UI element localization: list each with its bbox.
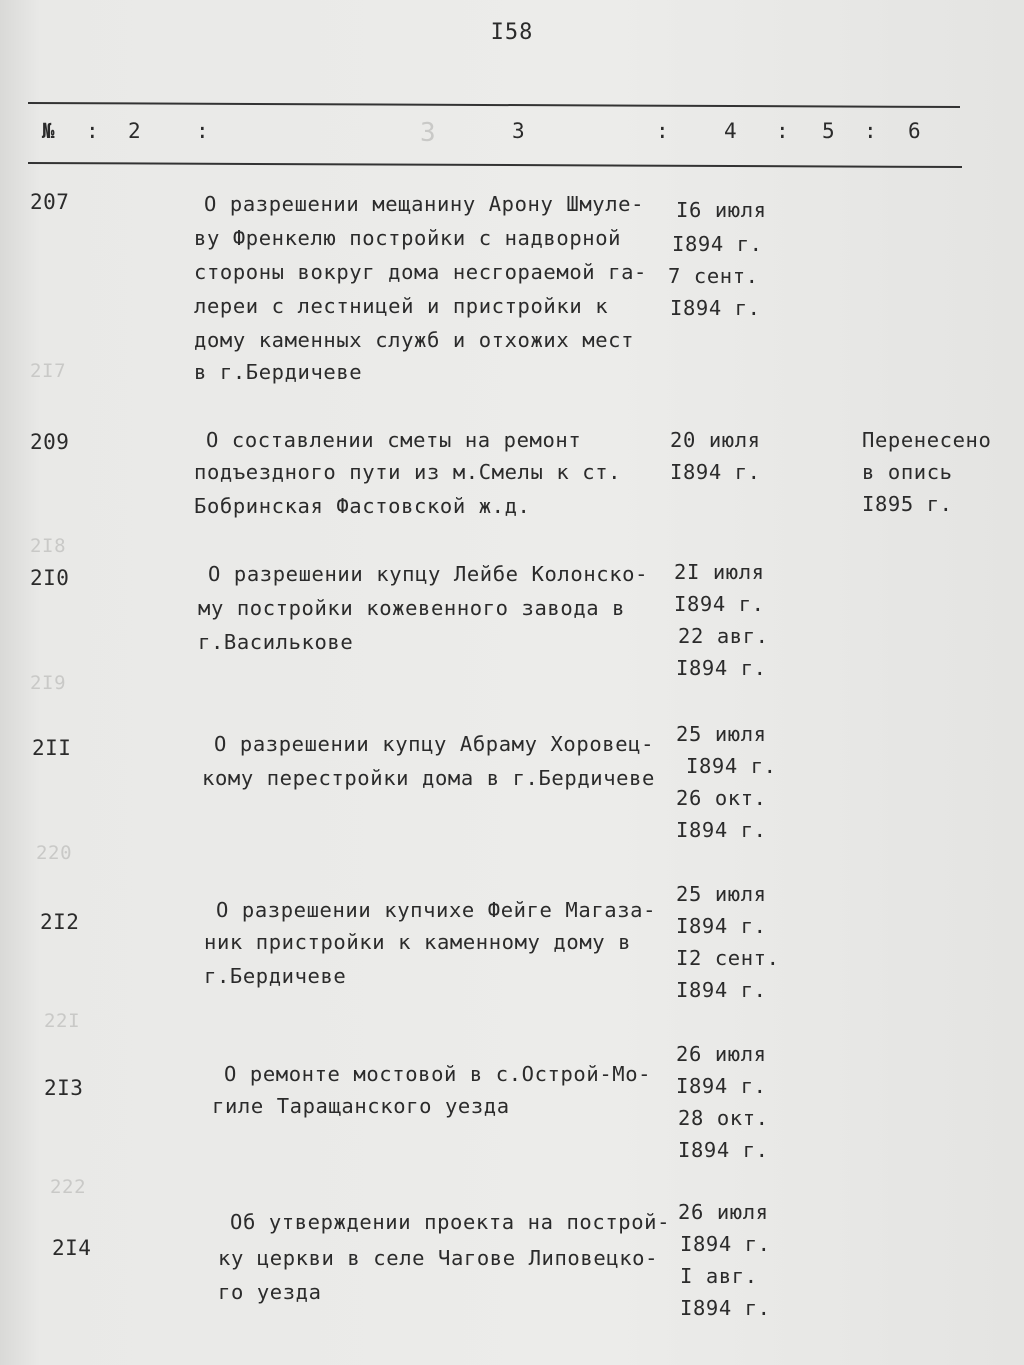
entry-date-line: I894 г.: [676, 1074, 767, 1098]
entry-date-line: 28 окт.: [678, 1106, 769, 1130]
header-separator: :: [86, 119, 99, 143]
entry-title-line: ник пристройки к каменному дому в: [204, 930, 632, 954]
bleed-through-mark: 2I9: [30, 672, 67, 694]
entry-number: 209: [30, 430, 70, 454]
entry-title-line: О разрешении мещанину Арону Шмуле-: [204, 192, 645, 216]
entry-title-line: О разрешении купцу Абраму Хоровец-: [214, 732, 655, 756]
entry-date-line: I894 г.: [678, 1138, 769, 1162]
entry-date-line: 26 окт.: [676, 786, 767, 810]
bleed-through-mark: 220: [36, 842, 73, 864]
header-separator: :: [776, 119, 789, 143]
bleed-through-mark: 2I8: [30, 535, 67, 557]
entry-number: 2I3: [44, 1076, 84, 1100]
header-separator: :: [864, 119, 877, 143]
entry-title-line: ку церкви в селе Чагове Липовецко-: [218, 1246, 659, 1270]
entry-date-line: I894 г.: [670, 296, 761, 320]
entry-date-line: I894 г.: [676, 818, 767, 842]
entry-date-line: I894 г.: [670, 460, 761, 484]
entry-date-line: 25 июля: [676, 722, 767, 746]
entry-date-line: 2I июля: [674, 560, 765, 584]
bleed-through-mark: 222: [50, 1176, 87, 1198]
entry-title-line: ву Френкелю постройки с надворной: [194, 226, 622, 250]
entry-title-line: Об утверждении проекта на построй-: [230, 1210, 671, 1234]
entry-date-line: I2 сент.: [676, 946, 780, 970]
header-rule-bottom: [28, 162, 962, 168]
entry-title-line: г.Василькове: [198, 630, 354, 654]
header-separator: :: [196, 119, 209, 143]
entry-title-line: гиле Таращанского уезда: [212, 1094, 510, 1118]
bleed-through-mark: 3: [420, 118, 437, 148]
entry-date-line: I894 г.: [676, 978, 767, 1002]
bleed-through-mark: 22I: [44, 1010, 81, 1032]
entry-date-line: I894 г.: [672, 232, 763, 256]
entry-title-line: подъездного пути из м.Смелы к ст.: [194, 460, 622, 484]
entry-title-line: г.Бердичеве: [204, 964, 347, 988]
entry-date-line: 22 авг.: [678, 624, 769, 648]
header-col-2: 2: [128, 119, 141, 143]
header-col-4: 4: [724, 119, 737, 143]
entry-title-line: лереи с лестницей и пристройки к: [194, 294, 609, 318]
entry-number: 2I2: [40, 910, 80, 934]
entry-title-line: в г.Бердичеве: [194, 360, 363, 384]
entry-date-line: I авг.: [680, 1264, 758, 1288]
entry-date-line: I894 г.: [680, 1296, 771, 1320]
entry-number: 2I0: [30, 566, 70, 590]
entry-title-line: О составлении сметы на ремонт: [206, 428, 582, 452]
entry-note-line: I895 г.: [862, 492, 953, 516]
header-col-6: 6: [908, 119, 921, 143]
entry-date-line: 7 сент.: [668, 264, 759, 288]
entry-title-line: О разрешении купчихе Фейге Магаза-: [216, 898, 657, 922]
entry-title-line: дому каменных служб и отхожих мест: [194, 328, 635, 352]
entry-date-line: 25 июля: [676, 882, 767, 906]
entry-date-line: I6 июля: [676, 198, 767, 222]
entry-number: 2II: [32, 736, 72, 760]
entry-date-line: I894 г.: [674, 592, 765, 616]
bleed-through-mark: 2I7: [30, 360, 67, 382]
page-number: I58: [490, 20, 534, 45]
entry-date-line: I894 г.: [676, 656, 767, 680]
header-col-number: №: [42, 119, 55, 143]
entry-title-line: стороны вокруг дома несгораемой га-: [194, 260, 647, 284]
entry-date-line: I894 г.: [676, 914, 767, 938]
entry-date-line: I894 г.: [680, 1232, 771, 1256]
entry-title-line: му постройки кожевенного завода в: [198, 596, 626, 620]
entry-title-line: Бобринская Фастовской ж.д.: [194, 494, 531, 518]
header-col-5: 5: [822, 119, 835, 143]
entry-date-line: 26 июля: [678, 1200, 769, 1224]
header-col-3: 3: [512, 119, 525, 143]
entry-date-line: I894 г.: [686, 754, 777, 778]
entry-title-line: О ремонте мостовой в с.Острой-Мо-: [224, 1062, 652, 1086]
header-rule-top: [28, 102, 960, 108]
entry-date-line: 20 июля: [670, 428, 761, 452]
entry-date-line: 26 июля: [676, 1042, 767, 1066]
entry-note-line: Перенесено: [862, 428, 992, 452]
entry-title-line: О разрешении купцу Лейбе Колонско-: [208, 562, 649, 586]
entry-title-line: го уезда: [218, 1280, 322, 1304]
header-separator: :: [656, 119, 669, 143]
entry-title-line: кому перестройки дома в г.Бердичеве: [202, 766, 655, 790]
entry-number: 2I4: [52, 1236, 92, 1260]
entry-note-line: в опись: [862, 460, 953, 484]
entry-number: 207: [30, 190, 70, 214]
